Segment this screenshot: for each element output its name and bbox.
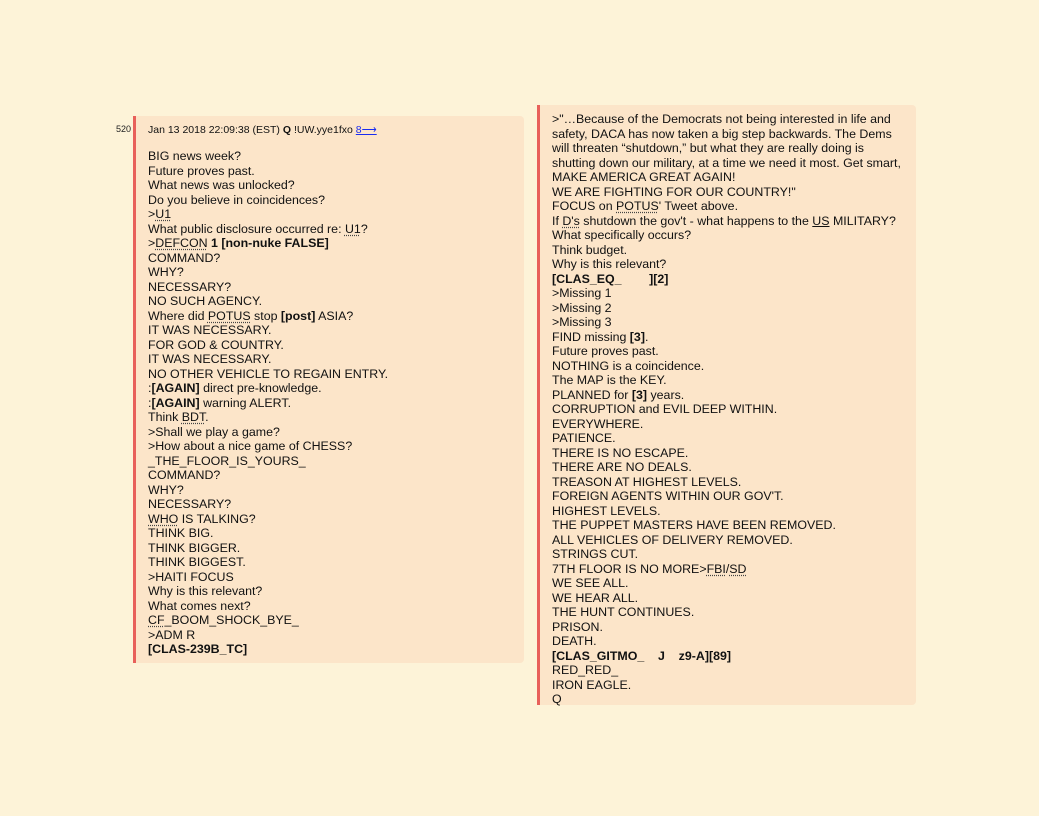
text-segment: ALL VEHICLES OF DELIVERY REMOVED. xyxy=(552,532,793,547)
text-segment: shutting down our military, at a time we need it most. Get smart, xyxy=(552,155,901,170)
text-segment: >HAITI FOCUS xyxy=(148,569,234,584)
text-line xyxy=(148,294,524,309)
text-segment: >Shall we play a game? xyxy=(148,424,280,439)
text-line xyxy=(552,344,916,359)
text-segment: Do you believe in coincidences? xyxy=(148,192,326,207)
text-line xyxy=(552,562,916,577)
text-segment: THERE ARE NO DEALS. xyxy=(552,460,692,474)
text-line xyxy=(148,381,524,396)
text-line xyxy=(552,359,916,374)
abbreviation: WHO xyxy=(148,511,179,526)
bold-text: [AGAIN] xyxy=(151,395,200,410)
abbreviation: CF xyxy=(148,613,165,627)
text-segment: STRINGS CUT. xyxy=(552,547,639,561)
text-line xyxy=(552,605,916,620)
text-line xyxy=(148,512,524,527)
text-segment: . xyxy=(644,329,649,344)
text-segment: warning ALERT. xyxy=(199,395,292,410)
text-line xyxy=(552,431,916,446)
text-segment: PRISON. xyxy=(552,619,603,634)
text-line xyxy=(552,634,916,649)
text-segment: WE ARE FIGHTING FOR OUR COUNTRY!" xyxy=(552,184,796,199)
text-segment: The MAP is the KEY. xyxy=(552,373,667,387)
bold-text: [post] xyxy=(280,308,316,323)
abbreviation: DEFCON xyxy=(155,236,208,250)
text-segment: NOTHING is a coincidence. xyxy=(552,358,705,373)
text-line xyxy=(552,692,916,707)
text-segment: WE SEE ALL. xyxy=(552,576,629,590)
text-line xyxy=(148,497,524,512)
text-line xyxy=(148,483,524,498)
text-line xyxy=(148,613,524,628)
abbreviation: U1 xyxy=(344,221,361,236)
text-line xyxy=(552,315,916,330)
post-body-right xyxy=(552,112,916,707)
abbreviation: SD xyxy=(729,561,747,576)
text-line xyxy=(552,112,916,127)
text-segment: >"…Because of the Democrats not being interested in life and xyxy=(552,112,891,126)
text-segment: safety, DACA has now taken a big step backwards. The Dems xyxy=(552,126,892,141)
text-line xyxy=(552,649,916,664)
text-segment: 7TH FLOOR IS NO MORE> xyxy=(552,561,707,576)
text-line xyxy=(148,599,524,614)
text-segment: WHY? xyxy=(148,265,184,279)
text-line xyxy=(148,193,524,208)
text-line xyxy=(148,222,524,237)
text-segment: stop xyxy=(250,308,281,323)
text-line xyxy=(552,678,916,693)
text-line xyxy=(148,164,524,179)
text-line xyxy=(552,663,916,678)
post-number: 520 xyxy=(116,124,132,134)
text-line xyxy=(148,178,524,193)
text-line xyxy=(148,280,524,295)
text-segment: ' Tweet above. xyxy=(658,199,739,213)
text-segment: >How about a nice game of CHESS? xyxy=(148,439,353,453)
text-line xyxy=(552,446,916,461)
post-card-right xyxy=(537,105,916,705)
text-segment: Future proves past. xyxy=(148,163,255,178)
text-line xyxy=(148,555,524,570)
text-line xyxy=(148,338,524,353)
text-line xyxy=(552,286,916,301)
text-line xyxy=(148,628,524,643)
text-segment: _BOOM_SHOCK_BYE_ xyxy=(164,613,299,627)
text-segment: THINK BIGGER. xyxy=(148,540,241,555)
text-line xyxy=(552,272,916,287)
text-line xyxy=(148,526,524,541)
text-line xyxy=(552,547,916,562)
text-segment: : xyxy=(148,381,152,395)
abbreviation: US xyxy=(812,213,830,228)
text-segment: > xyxy=(148,207,156,221)
text-segment: IRON EAGLE. xyxy=(552,677,632,692)
text-segment: WHY? xyxy=(148,482,184,497)
text-segment: What public disclosure occurred re: xyxy=(148,221,345,236)
text-segment: Why is this relevant? xyxy=(552,257,667,271)
text-segment: ? xyxy=(360,221,368,236)
abbreviation: POTUS xyxy=(616,199,659,213)
text-segment: IS TALKING? xyxy=(178,511,256,526)
text-line xyxy=(148,352,524,367)
text-segment: RED_RED_ xyxy=(552,663,619,677)
post-date: Jan 13 2018 22:09:38 (EST) xyxy=(148,124,280,136)
text-segment: IT WAS NECESSARY. xyxy=(148,352,272,366)
bold-text: [CLAS_GITMO_ J z9-A][89] xyxy=(552,648,731,663)
text-segment: MAKE AMERICA GREAT AGAIN! xyxy=(552,170,736,184)
text-line xyxy=(552,504,916,519)
text-segment: What comes next? xyxy=(148,598,251,613)
text-segment: NECESSARY? xyxy=(148,279,232,294)
text-segment: > xyxy=(148,236,156,250)
text-line xyxy=(148,396,524,411)
text-segment: COMMAND? xyxy=(148,468,221,482)
text-line xyxy=(552,199,916,214)
text-line xyxy=(148,570,524,585)
bold-text: [3] xyxy=(631,387,648,402)
text-line xyxy=(552,141,916,156)
text-segment: >Missing 1 xyxy=(552,286,612,300)
text-segment: Future proves past. xyxy=(552,344,659,358)
text-segment: _THE_FLOOR_IS_YOURS_ xyxy=(148,453,306,468)
text-line xyxy=(552,402,916,417)
text-segment: PLANNED for xyxy=(552,387,632,402)
text-segment: Think budget. xyxy=(552,242,628,257)
text-line xyxy=(148,323,524,338)
text-segment: >Missing 2 xyxy=(552,300,612,315)
post-tripcode: !UW.yye1fxo xyxy=(293,124,353,136)
bold-text: [CLAS-239B_TC] xyxy=(148,642,248,656)
text-line xyxy=(552,373,916,388)
text-segment: NECESSARY? xyxy=(148,497,232,511)
text-line xyxy=(148,149,524,164)
text-line xyxy=(552,388,916,403)
text-segment: years. xyxy=(647,387,685,402)
text-line xyxy=(148,207,524,222)
text-line xyxy=(148,367,524,382)
abbreviation: D's xyxy=(562,213,580,228)
text-line xyxy=(148,236,524,251)
text-segment: direct pre-knowledge. xyxy=(199,381,322,395)
text-segment: : xyxy=(148,395,152,410)
text-line xyxy=(552,591,916,606)
text-segment: IT WAS NECESSARY. xyxy=(148,323,272,337)
post-body-left xyxy=(148,149,524,657)
text-segment: shutdown the gov't - what happens to the xyxy=(579,213,813,228)
text-segment: EVERYWHERE. xyxy=(552,416,644,431)
text-segment: COMMAND? xyxy=(148,250,221,265)
text-line xyxy=(552,257,916,272)
bold-text: [AGAIN] xyxy=(151,381,200,395)
text-line xyxy=(148,454,524,469)
text-line xyxy=(552,417,916,432)
text-segment: TREASON AT HIGHEST LEVELS. xyxy=(552,474,742,489)
text-line xyxy=(552,460,916,475)
text-line xyxy=(552,243,916,258)
bold-text: 1 [non-nuke FALSE] xyxy=(207,236,329,250)
text-segment: will threaten “shutdown,” but what they are really doing is xyxy=(552,141,864,155)
text-line xyxy=(148,584,524,599)
text-line xyxy=(552,127,916,142)
text-segment: What news was unlocked? xyxy=(148,178,295,192)
text-line xyxy=(552,518,916,533)
text-segment: Why is this relevant? xyxy=(148,584,263,598)
text-segment: FIND missing xyxy=(552,329,630,344)
text-segment: FOCUS on xyxy=(552,199,617,213)
text-line xyxy=(148,309,524,324)
text-segment: What specifically occurs? xyxy=(552,228,692,242)
abbreviation: FBI xyxy=(706,561,726,576)
text-segment: HIGHEST LEVELS. xyxy=(552,503,661,518)
text-line xyxy=(148,468,524,483)
text-segment: FOREIGN AGENTS WITHIN OUR GOV'T. xyxy=(552,489,784,503)
text-line xyxy=(148,439,524,454)
text-line xyxy=(552,576,916,591)
text-segment: MILITARY? xyxy=(829,213,896,228)
text-segment: NO SUCH AGENCY. xyxy=(148,294,263,308)
text-line xyxy=(148,642,524,657)
bold-text: [CLAS_EQ_ ][2] xyxy=(552,271,669,286)
text-segment: PATIENCE. xyxy=(552,431,616,445)
text-segment: Think xyxy=(148,410,182,424)
text-line xyxy=(552,330,916,345)
post-author: Q xyxy=(282,124,292,136)
text-segment: >Missing 3 xyxy=(552,315,612,329)
abbreviation: BDT xyxy=(181,410,206,424)
text-line xyxy=(552,214,916,229)
text-segment: NO OTHER VEHICLE TO REGAIN ENTRY. xyxy=(148,366,389,381)
text-segment: / xyxy=(725,561,730,576)
text-line xyxy=(552,475,916,490)
text-segment: >ADM R xyxy=(148,627,196,642)
text-segment: THINK BIG. xyxy=(148,526,214,540)
text-line xyxy=(148,265,524,280)
abbreviation: POTUS xyxy=(207,308,251,323)
text-line xyxy=(552,533,916,548)
reply-link[interactable]: 8⟶ xyxy=(355,124,377,136)
text-line xyxy=(552,489,916,504)
text-segment: THINK BIGGEST. xyxy=(148,555,246,569)
text-segment: THE HUNT CONTINUES. xyxy=(552,605,695,619)
text-line xyxy=(552,185,916,200)
text-line xyxy=(552,156,916,171)
abbreviation: U1 xyxy=(155,207,172,221)
post-header xyxy=(148,122,524,138)
text-line xyxy=(148,251,524,266)
text-line xyxy=(552,228,916,243)
text-line xyxy=(552,170,916,185)
text-segment: THE PUPPET MASTERS HAVE BEEN REMOVED. xyxy=(552,518,836,532)
text-line xyxy=(148,541,524,556)
text-segment: ASIA? xyxy=(315,308,354,323)
text-line xyxy=(552,620,916,635)
text-segment: Q xyxy=(552,692,562,706)
text-line xyxy=(148,410,524,425)
text-segment: CORRUPTION and EVIL DEEP WITHIN. xyxy=(552,402,778,416)
text-segment: THERE IS NO ESCAPE. xyxy=(552,445,689,460)
text-segment: . xyxy=(205,410,209,424)
text-segment: FOR GOD & COUNTRY. xyxy=(148,337,284,352)
text-segment: If xyxy=(552,213,563,228)
text-segment: WE HEAR ALL. xyxy=(552,590,639,605)
text-segment: DEATH. xyxy=(552,634,597,648)
text-segment: Where did xyxy=(148,308,208,323)
text-segment: BIG news week? xyxy=(148,149,241,163)
text-line xyxy=(552,301,916,316)
text-line xyxy=(148,425,524,440)
post-card-left xyxy=(133,116,524,663)
bold-text: [3] xyxy=(629,329,645,344)
